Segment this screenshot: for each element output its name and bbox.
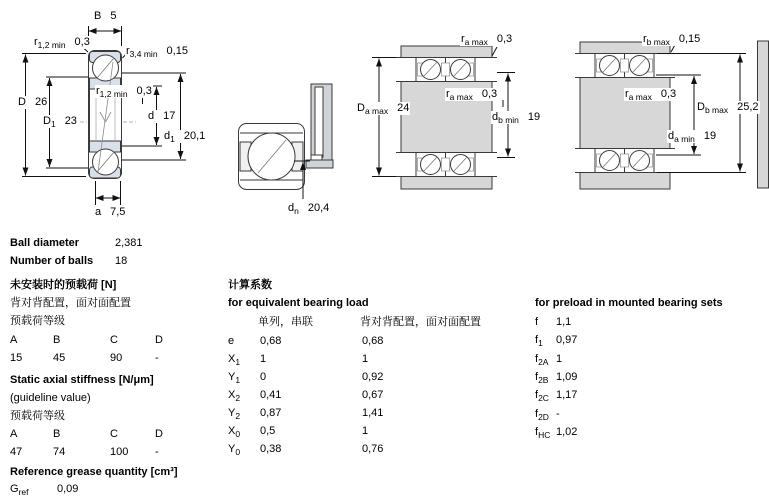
calc-factor-row (228, 389, 518, 405)
calc-factor-row (228, 371, 518, 387)
stiffness-table-subtitle: (guideline value) (10, 392, 91, 404)
calc-factor-row (228, 407, 518, 423)
dim-label-ra-max-mid: $r_{a max}$ 0,3 (446, 88, 498, 103)
grease-row (10, 483, 220, 499)
number-of-balls-row (10, 255, 128, 268)
table-cell: 90 (110, 352, 123, 364)
factor-symbol: $Y_1$ (228, 371, 241, 386)
preload-factor-row (535, 334, 655, 350)
table-cell: 0,38 (260, 443, 282, 455)
table-cell: - (155, 446, 159, 458)
ball-diameter-row (10, 237, 143, 250)
table-cell: 0,68 (260, 335, 282, 347)
table-cell: 0,5 (260, 425, 276, 437)
col-header: 单列，串联 (258, 316, 313, 328)
grease-title: Reference grease quantity [cm³] (10, 466, 178, 478)
preload-factor-row (535, 408, 655, 424)
stiffness-table-title: Static axial stiffness [N/μm] (10, 374, 154, 386)
dim-label-d1: $d_1$ 20,1 (164, 130, 206, 145)
dim-label-D: D 26 (18, 96, 48, 108)
factor-symbol: $f_{HC}$ (535, 426, 551, 441)
dim-label-Da-max: $D_{a max}$ 24 (357, 102, 410, 117)
dim-label-ra-max-2: $r_{a max}$ 0,3 (625, 88, 677, 103)
preload-factor-row (535, 371, 655, 387)
preload-factor-row (535, 426, 655, 442)
factor-symbol: $f_{2B}$ (535, 371, 549, 386)
dim-label-B: B 5 (94, 10, 117, 22)
col-header: B (53, 334, 61, 346)
dim-label-da-min: $d_{a min}$ 19 (668, 130, 717, 145)
preload-table-class-label: 预载荷等级 (10, 315, 65, 327)
col-header: A (10, 334, 18, 346)
factor-symbol: $f_1$ (535, 334, 543, 349)
preload-table-subtitle: 背对背配置，面对面配置 (10, 297, 131, 309)
calc-factor-row (228, 335, 518, 351)
factor-symbol: $X_1$ (228, 353, 241, 368)
table-cell: 15 (10, 352, 23, 364)
calc-factors-subtitle: for equivalent bearing load (228, 297, 369, 309)
factor-symbol: $f_{2A}$ (535, 353, 549, 368)
table-cell: 0,41 (260, 389, 282, 401)
preload-factors-title: for preload in mounted bearing sets (535, 297, 723, 309)
factor-symbol: $X_2$ (228, 389, 241, 404)
table-cell: 0,68 (362, 335, 384, 347)
number-of-balls-value: 18 (115, 255, 128, 267)
table-cell: 45 (53, 352, 66, 364)
ball-diameter-value: 2,381 (115, 237, 143, 249)
table-cell: 1 (362, 353, 369, 365)
table-cell: 100 (110, 446, 129, 458)
col-header: D (155, 428, 163, 440)
calc-factors-title: 计算系数 (228, 279, 272, 291)
col-header: C (110, 428, 118, 440)
calc-factor-row (228, 425, 518, 441)
table-cell: 1 (362, 425, 369, 437)
col-header: A (10, 428, 18, 440)
table-cell: 1 (556, 353, 563, 365)
preload-factor-row (535, 316, 655, 332)
table-cell: 74 (53, 446, 66, 458)
factor-symbol: $X_0$ (228, 425, 241, 440)
table-cell: 1,1 (556, 316, 572, 328)
diagram-mounting-sleeve (239, 84, 334, 190)
table-cell: 1 (260, 353, 267, 365)
table-cell: 1,17 (556, 389, 578, 401)
dim-label-rb-max: $r_{b max}$ 0,15 (643, 33, 701, 48)
dim-label-r12-top: $r_{1,2 min}$ 0,3 (34, 36, 90, 51)
col-header: C (110, 334, 118, 346)
table-cell: 0,87 (260, 407, 282, 419)
grease-value: 0,09 (57, 483, 79, 495)
dim-label-dn: $d_n$ 20,4 (288, 202, 330, 217)
factor-symbol: $Y_0$ (228, 443, 241, 458)
preload-factor-row (535, 353, 655, 369)
table-cell: 47 (10, 446, 23, 458)
table-cell: - (155, 352, 159, 364)
factor-symbol: f (535, 316, 539, 328)
dim-label-a: a 7,5 (95, 206, 126, 218)
table-cell: 0,97 (556, 334, 578, 346)
calc-factor-row (228, 353, 518, 369)
table-cell: - (556, 408, 560, 420)
factor-symbol: e (228, 335, 235, 347)
preload-table-title: 未安装时的预载荷 [N] (10, 279, 117, 291)
factor-symbol: $Y_2$ (228, 407, 241, 422)
table-cell: 0,92 (362, 371, 384, 383)
table-cell: 1,09 (556, 371, 578, 383)
diagram-bearing-section (74, 51, 136, 179)
col-header: 背对背配置，面对面配置 (360, 316, 481, 328)
table-cell: 0,76 (362, 443, 384, 455)
ball-diameter-label: Ball diameter (10, 237, 80, 249)
dim-label-db-min: $d_{b min}$ 19 (492, 111, 541, 126)
diagram-set-abutment-2 (575, 41, 769, 189)
factor-symbol: $f_{2D}$ (535, 408, 549, 423)
dim-label-r12-mid: $r_{1,2 min}$ 0,3 (96, 85, 152, 100)
grease-symbol: $G_{ref}$ (10, 483, 29, 498)
dim-label-ra-max-top: $r_{a max}$ 0,3 (461, 33, 513, 48)
diagram-set-abutment-1 (396, 46, 497, 189)
col-header: D (155, 334, 163, 346)
dim-label-D1: $D_1$ 23 (43, 115, 77, 130)
table-cell: 0 (260, 371, 267, 383)
number-of-balls-label: Number of balls (10, 255, 94, 267)
stiffness-table-class-label: 预载荷等级 (10, 410, 65, 422)
table-cell: 0,67 (362, 389, 384, 401)
factor-symbol: $f_{2C}$ (535, 389, 549, 404)
dim-label-r34: $r_{3,4 min}$ 0,15 (126, 45, 188, 60)
table-cell: 1,02 (556, 426, 578, 438)
table-cell: 1,41 (362, 407, 384, 419)
col-header: B (53, 428, 61, 440)
dim-label-d: d 17 (148, 110, 176, 122)
calc-factor-row (228, 443, 518, 459)
preload-factor-row (535, 389, 655, 405)
dim-label-Db-max: $D_{b max}$ 25,2 (697, 101, 759, 116)
